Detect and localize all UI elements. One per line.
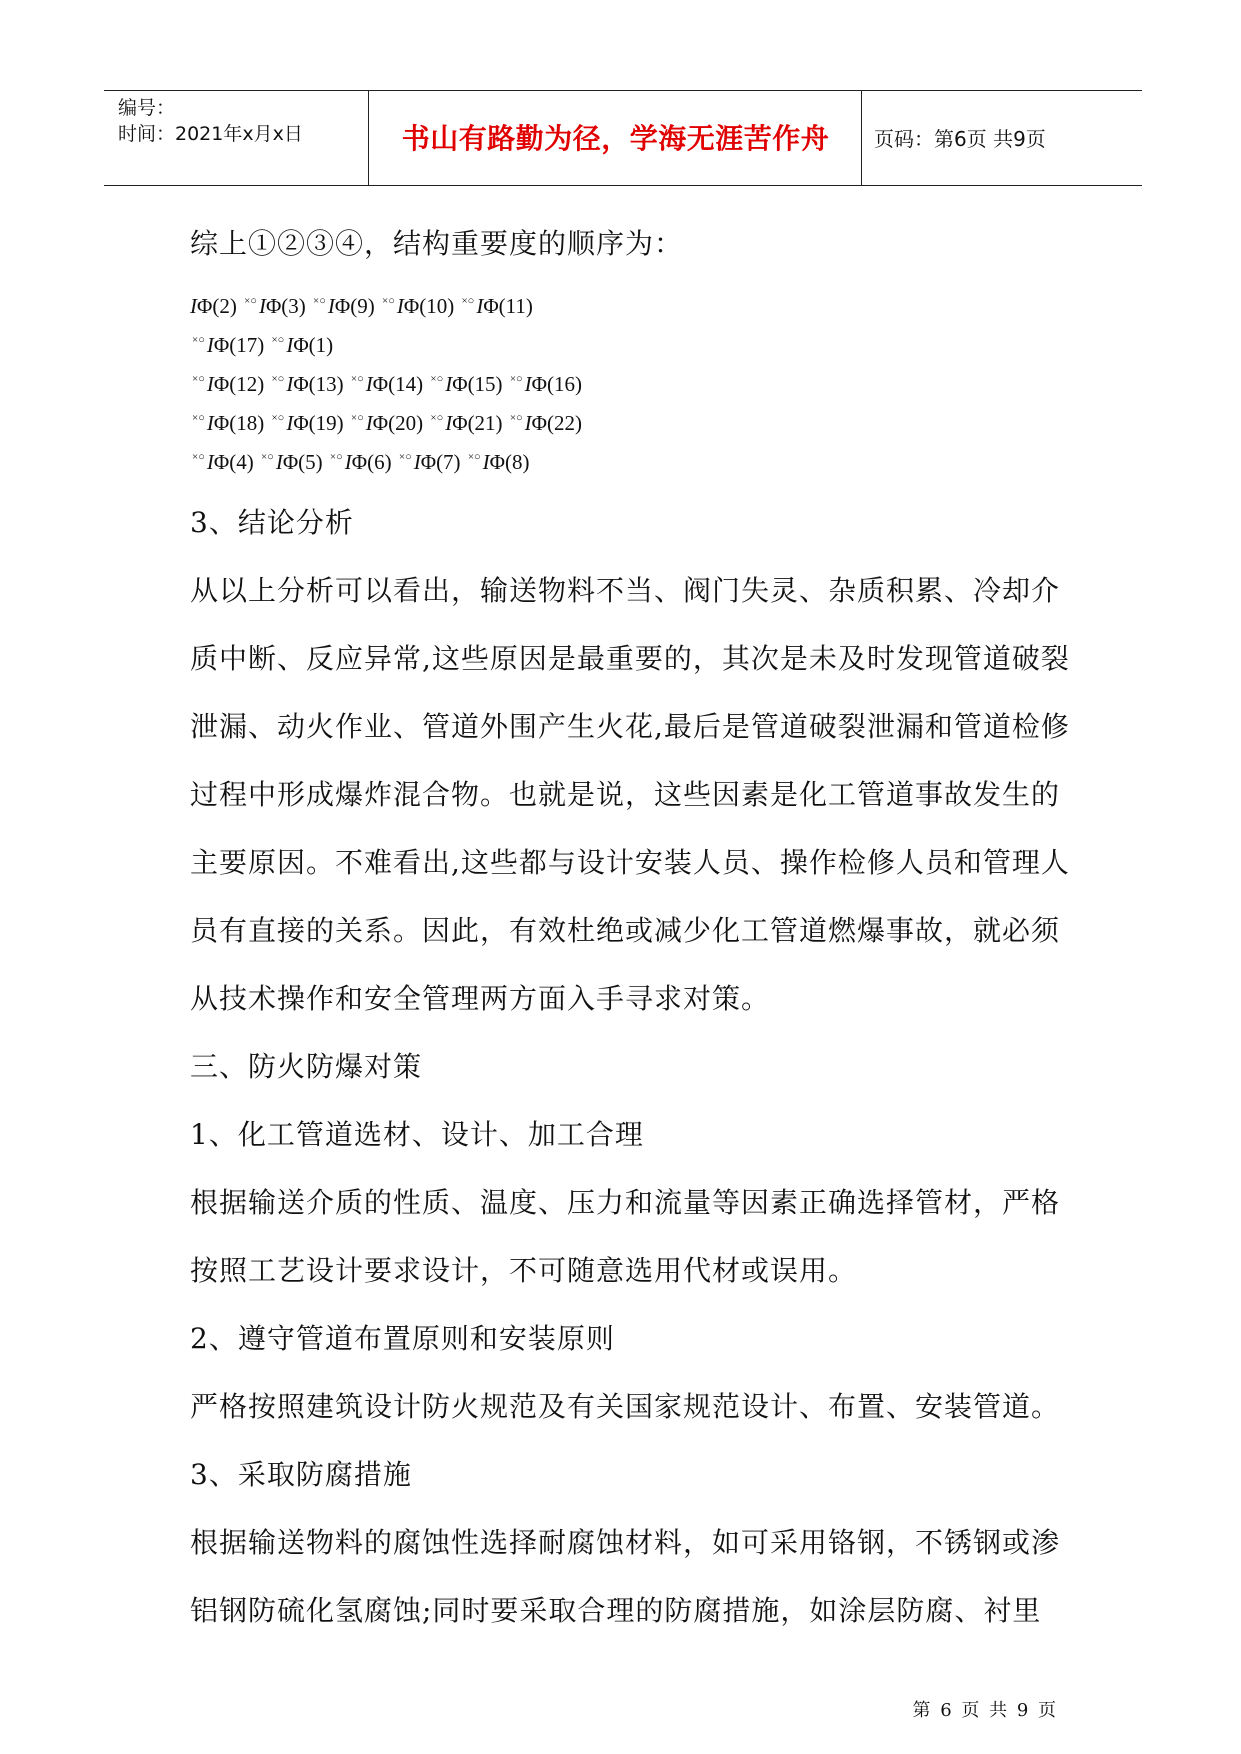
order-operator: ×○ xyxy=(192,373,205,385)
number-label: 编号： xyxy=(118,97,176,119)
formula-term: IΦ(13) xyxy=(286,372,344,396)
paragraph-material-design: 根据输送介质的性质、温度、压力和流量等因素正确选择管材，严格按照工艺设计要求设计，不可随意选用代材或误用。 xyxy=(190,1186,1061,1287)
order-operator: ×○ xyxy=(192,451,205,463)
order-operator: ×○ xyxy=(467,451,481,463)
header-divider xyxy=(861,91,862,185)
order-operator: ×○ xyxy=(271,373,285,385)
formula-term: IΦ(1) xyxy=(286,333,334,357)
order-operator: ×○ xyxy=(244,295,257,307)
page-header xyxy=(104,90,1142,186)
time-label: 时间：2021年x月x日 xyxy=(118,123,303,145)
formula-term: IΦ(2) xyxy=(190,294,237,318)
formula-term: IΦ(17) xyxy=(206,333,265,357)
order-operator: ×○ xyxy=(509,373,523,385)
order-operator: ×○ xyxy=(271,334,285,346)
formula-term: IΦ(11) xyxy=(476,294,533,318)
formula-term: IΦ(7) xyxy=(413,450,461,474)
order-operator: ×○ xyxy=(313,295,326,307)
order-operator: ×○ xyxy=(271,412,285,424)
formula-term: IΦ(5) xyxy=(275,450,323,474)
formula-term: IΦ(6) xyxy=(344,450,392,474)
formula-term: IΦ(14) xyxy=(365,372,424,396)
header-page-code: 页码：第6页 共9页 xyxy=(874,127,1046,151)
order-operator: ×○ xyxy=(430,412,444,424)
formula-line xyxy=(190,362,1070,401)
formula-term: IΦ(20) xyxy=(365,411,424,435)
formula-term: IΦ(3) xyxy=(258,294,306,318)
order-operator: ×○ xyxy=(430,373,444,385)
formula-term: IΦ(15) xyxy=(445,372,503,396)
importance-order-formula xyxy=(190,284,1070,479)
order-operator: ×○ xyxy=(260,451,274,463)
order-operator: ×○ xyxy=(350,373,364,385)
header-meta xyxy=(118,91,370,185)
heading-conclusion: 3、结论分析 xyxy=(190,506,354,539)
order-operator: ×○ xyxy=(509,412,523,424)
order-operator: ×○ xyxy=(461,295,475,307)
formula-line xyxy=(190,401,1070,440)
heading-measures: 三、防火防爆对策 xyxy=(190,1050,423,1083)
header-motto: 书山有路勤为径，学海无涯苦作舟 xyxy=(401,122,830,155)
formula-term: IΦ(21) xyxy=(445,411,503,435)
paragraph-anticorrosion: 根据输送物料的腐蚀性选择耐腐蚀材料，如可采用铬钢，不锈钢或渗铝钢防硫化氢腐蚀;同时要采取合理的防腐措施，如涂层防腐、衬里 xyxy=(190,1526,1061,1627)
formula-term: IΦ(16) xyxy=(524,372,583,396)
formula-term: IΦ(12) xyxy=(206,372,265,396)
formula-term: IΦ(19) xyxy=(286,411,344,435)
paragraph-layout-install: 严格按照建筑设计防火规范及有关国家规范设计、布置、安装管道。 xyxy=(190,1390,1061,1423)
order-operator: ×○ xyxy=(329,451,343,463)
formula-line xyxy=(190,440,1070,479)
summary-intro: 综上①②③④，结构重要度的顺序为： xyxy=(190,227,684,260)
order-operator: ×○ xyxy=(350,412,364,424)
paragraph-conclusion: 从以上分析可以看出，输送物料不当、阀门失灵、杂质积累、冷却介质中断、反应异常,这些原因是最重要的，其次是未及时发现管道破裂泄漏、动火作业、管道外围产生火花,最后是管道破裂泄漏和管道检修过程中形成爆炸混合物。也就是说，这些因素是化工管道事故发生的主要原因。不难看出,这些都与设计安装人员、操作检修人员和管理人员有直接的关系。因此，有效杜绝或减少化工管道燃爆事故，就必须从技术操作和安全管理两方面入手寻求对策。 xyxy=(190,574,1070,1015)
formula-term: IΦ(22) xyxy=(524,411,583,435)
formula-term: IΦ(4) xyxy=(206,450,254,474)
formula-term: IΦ(18) xyxy=(206,411,265,435)
header-divider xyxy=(368,91,369,185)
order-operator: ×○ xyxy=(192,334,205,346)
heading-material-design: 1、化工管道选材、设计、加工合理 xyxy=(190,1118,644,1151)
formula-line xyxy=(190,323,1070,362)
formula-term: IΦ(8) xyxy=(482,450,530,474)
order-operator: ×○ xyxy=(192,412,205,424)
heading-layout-install: 2、遵守管道布置原则和安装原则 xyxy=(190,1322,615,1355)
formula-term: IΦ(10) xyxy=(396,294,455,318)
order-operator: ×○ xyxy=(382,295,395,307)
formula-term: IΦ(9) xyxy=(327,294,375,318)
page-footer: 第 6 页 共 9 页 xyxy=(912,1700,1058,1721)
order-operator: ×○ xyxy=(398,451,412,463)
document-body xyxy=(190,210,1070,1645)
heading-anticorrosion: 3、采取防腐措施 xyxy=(190,1458,412,1491)
formula-line xyxy=(190,284,1070,323)
